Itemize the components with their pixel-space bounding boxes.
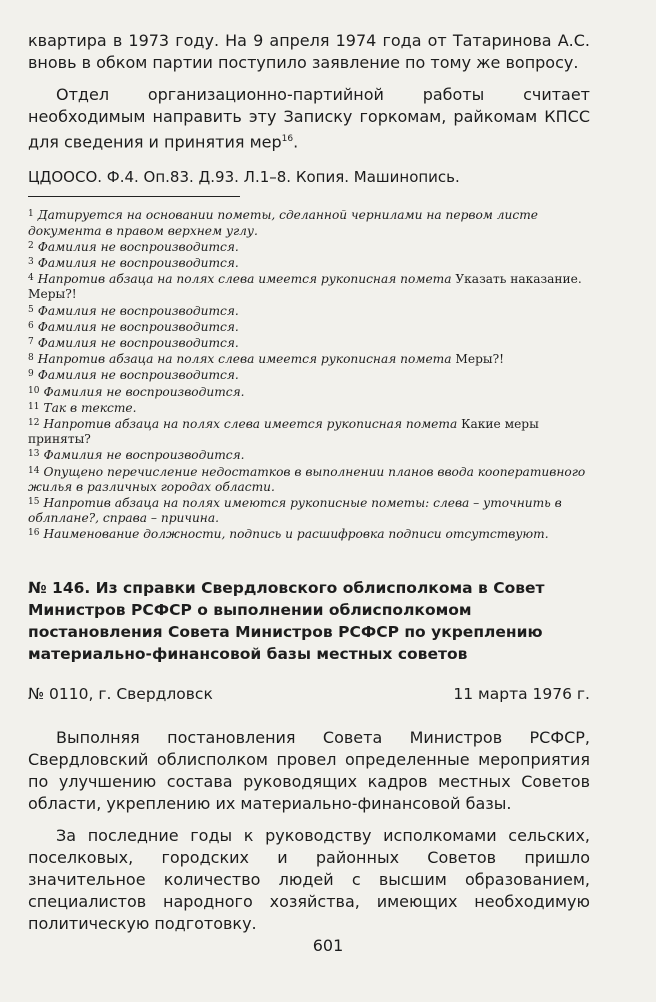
paragraph-continued: квартира в 1973 году. На 9 апреля 1974 года от Татаринова А.С. вновь в обком партии поступило заявление по тому же вопросу. <box>28 31 590 72</box>
footnote-10 <box>28 384 590 400</box>
paragraph-decision <box>28 84 590 153</box>
page-number: 601 <box>312 936 344 955</box>
footnote-5 <box>28 303 590 319</box>
footnote-number: 6 <box>28 320 34 331</box>
footnote-italic-text: Наименование должности, подпись и расшифровка подписи отсутствуют. <box>43 527 549 542</box>
footnote-number: 13 <box>28 449 40 460</box>
footnotes <box>28 207 590 542</box>
footnote-number: 8 <box>28 353 34 364</box>
document-body <box>28 727 590 935</box>
footnote-3 <box>28 255 590 271</box>
footnote-number: 16 <box>28 528 40 539</box>
paragraph-decision-end: . <box>293 132 299 152</box>
footnote-number: 9 <box>28 369 34 380</box>
footnote-italic-text: Фамилия не воспроизводится. <box>37 255 239 270</box>
footnote-9 <box>28 367 590 383</box>
footnote-number: 2 <box>28 240 34 251</box>
document-number-place: № 0110, г. Свердловск <box>28 684 213 703</box>
footnote-italic-text: Датируется на основании пометы, сделанной чернилами на первом листе документа в правом верхнем углу. <box>28 208 538 238</box>
footnote-italic-text: Фамилия не воспроизводится. <box>43 448 245 463</box>
document-paragraph-1: Выполняя постановления Совета Министров РСФСР, Свердловский облисполком провел определенные мероприятия по улучшению состава руководящих кадров местных Советов области, укреплению их материально-финансовой базы. <box>28 727 590 813</box>
footnote-13 <box>28 447 590 463</box>
footnote-4 <box>28 271 590 302</box>
footnote-number: 14 <box>28 465 40 476</box>
footnote-6 <box>28 319 590 335</box>
archive-reference: ЦДООСО. Ф.4. Оп.83. Д.93. Л.1–8. Копия. Машинопись. <box>28 168 460 187</box>
footnote-1 <box>28 207 590 238</box>
page-content <box>28 30 590 935</box>
document-date: 11 марта 1976 г. <box>453 684 590 703</box>
footnote-number: 10 <box>28 385 40 396</box>
footnote-number: 4 <box>28 273 34 284</box>
document-paragraph-2: За последние годы к руководству исполкомами сельских, поселковых, городских и районных Советов пришло значительное количество людей с высшим образованием, специалистов народного хозяйства, имеющих необходимую политическую подготовку. <box>28 825 590 933</box>
footnote-2 <box>28 239 590 255</box>
footnote-italic-text: Фамилия не воспроизводится. <box>37 319 239 334</box>
footnote-11 <box>28 400 590 416</box>
footnote-italic-text: Фамилия не воспроизводится. <box>43 384 245 399</box>
document-meta <box>28 685 590 703</box>
footnote-italic-text: Фамилия не воспроизводится. <box>37 239 239 254</box>
footnote-italic-text: Так в тексте. <box>43 400 137 415</box>
footnote-plain-text: Указать наказание. Меры?! <box>28 272 582 302</box>
footnote-16 <box>28 526 590 542</box>
footnote-14 <box>28 464 590 495</box>
document-title: № 146. Из справки Свердловского облисполкома в Совет Министров РСФСР о выполнении облисполкомом постановления Совета Министров РСФСР по укреплению материально-финансовой базы местных советов <box>28 578 545 663</box>
footnote-number: 11 <box>28 401 40 412</box>
footnote-italic-text: Фамилия не воспроизводится. <box>37 335 239 350</box>
footnote-12 <box>28 416 590 447</box>
footnote-italic-text: Напротив абзаца на полях слева имеется рукописная помета <box>37 272 452 287</box>
footnote-plain-text: Какие меры приняты? <box>28 416 539 447</box>
footnote-8 <box>28 351 590 367</box>
footnote-number: 3 <box>28 256 34 267</box>
footnote-italic-text: Напротив абзаца на полях слева имеется рукописная помета <box>37 352 452 367</box>
footnote-number: 5 <box>28 304 34 315</box>
footnote-italic-text: Напротив абзаца на полях слева имеется рукописная помета <box>43 416 458 431</box>
footnote-7 <box>28 335 590 351</box>
footnote-number: 12 <box>28 417 40 428</box>
footnote-15 <box>28 495 590 526</box>
footnote-italic-text: Фамилия не воспроизводится. <box>37 368 239 383</box>
footnote-number: 15 <box>28 496 40 507</box>
footnote-divider <box>28 196 240 197</box>
footnote-plain-text: Меры?! <box>455 352 505 367</box>
footnote-ref-16: 16 <box>281 134 294 144</box>
footnote-italic-text: Опущено перечисление недостатков в выполнении планов ввода кооперативного жилья в различных городах области. <box>28 464 586 494</box>
footnote-italic-text: Фамилия не воспроизводится. <box>37 303 239 318</box>
footnote-italic-text: Напротив абзаца на полях имеются рукописные пометы: слева – уточнить в облплане?, справа – причина. <box>28 495 562 526</box>
footnote-number: 1 <box>28 209 34 220</box>
paragraph-decision-text: Отдел организационно-партийной работы считает необходимым направить эту Записку горкомам, райкомам КПСС для сведения и принятия мер <box>28 85 590 152</box>
footnote-number: 7 <box>28 336 34 347</box>
